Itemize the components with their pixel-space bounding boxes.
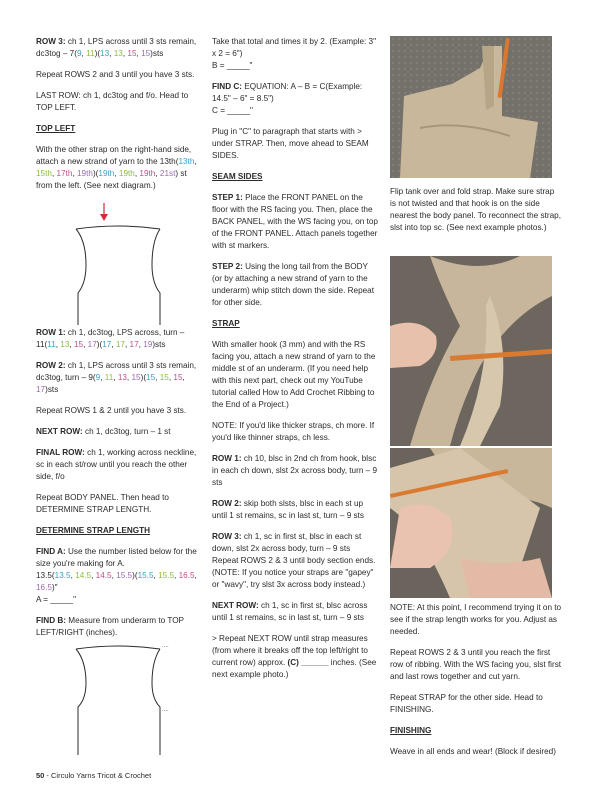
watermark: PassionForum.ru bbox=[500, 782, 592, 796]
repeat-rows-text: Repeat ROWS 2 and 3 until you have 3 sts. bbox=[36, 70, 195, 79]
diagram-dots-top: .... bbox=[162, 643, 169, 649]
note-thick-text: NOTE: If you'd like thicker straps, ch more. If you'd like thinner straps, ch less. bbox=[212, 421, 375, 442]
strap-heading: STRAP bbox=[212, 319, 240, 328]
take-total-text: Take that total and times it by 2. (Example: 3" x 2 = 6") bbox=[212, 37, 377, 58]
diagram-outline bbox=[76, 226, 160, 325]
step1-paragraph: STEP 1: Place the FRONT PANEL on the floor with the RS facing you. Then, place the BACK PANEL, with the WS facing you, on top of the FRONT PANEL. Attach panels together with st markers. bbox=[212, 193, 378, 250]
next-row-paragraph: NEXT ROW: ch 1, dc3tog, turn – 1 st bbox=[36, 427, 171, 436]
strap-intro-text: With smaller hook (3 mm) and with the RS facing you, attach a new strand of yarn to the middle st of an underarm. (If you need help with this next part, check out my YouTube tutorial called How to Add Crochet Ribbing to the End of a Project.) bbox=[212, 340, 376, 409]
strap-length-diagram bbox=[36, 641, 200, 757]
strap-length-heading: DETERMINE STRAP LENGTH bbox=[36, 526, 151, 535]
find-b-paragraph: FIND B: Measure from underarm to TOP LEFT/RIGHT (inches). bbox=[36, 616, 184, 637]
photo-hand-hook-strap bbox=[390, 256, 552, 446]
photo-tank-top-on-carpet bbox=[390, 36, 552, 178]
row1-paragraph: ROW 1: ch 1, dc3tog, LPS across, turn – 11(11, 13, 15, 17)(17, 17, 17, 19)sts bbox=[36, 328, 185, 349]
plug-c-text: Plug in "C" to paragraph that starts with > under STRAP. Then, move ahead to SEAM SIDES. bbox=[212, 127, 369, 160]
top-left-paragraph: With the other strap on the right-hand side, attach a new strand of yarn to the 13th(13th, 15th, 17th, 19th)(19th, 19th, 19th, 21st) st from the left. (See next diagram.) bbox=[36, 145, 197, 190]
step2-paragraph: STEP 2: Using the long tail from the BODY (or by attaching a new strand of yarn to the underarm) whip stitch down the side. Repeat for other side. bbox=[212, 262, 375, 307]
strap-row1-paragraph: ROW 1: ch 10, blsc in 2nd ch from hook, blsc in each ch down, slst 2x across body, turn – 9 sts bbox=[212, 454, 378, 487]
b-blank: B = _____" bbox=[212, 61, 253, 70]
finishing-heading: FINISHING bbox=[390, 726, 432, 735]
top-left-heading: TOP LEFT bbox=[36, 124, 76, 133]
column-left bbox=[36, 36, 200, 757]
find-a-paragraph: FIND A: Use the number listed below for the size you're making for A. 13.5(13.5, 14.5, 14.5, 15.5)(15.5, 15.5, 16.5, 16.5)" bbox=[36, 547, 197, 592]
weave-text: Weave in all ends and wear! (Block if desired) bbox=[390, 747, 556, 756]
arrow-head bbox=[100, 214, 108, 221]
repeat-next-row-paragraph: > Repeat NEXT ROW until strap measures (from where it breaks off the top left/right to current row) approx. (C) ______ inches. (See next example photo.) bbox=[212, 634, 377, 679]
seam-sides-heading: SEAM SIDES bbox=[212, 172, 263, 181]
tank-top-diagram-2 bbox=[36, 641, 200, 757]
strap-row2-paragraph: ROW 2: skip both slsts, blsc in each st up until 1 st remains, sc in last st, turn – 9 sts bbox=[212, 499, 364, 520]
find-a-blank: A = _____" bbox=[36, 595, 77, 604]
flip-text: Flip tank over and fold strap. Make sure strap is not twisted and that hook is on the side nearest the body panel. To reconnect the strap, slst into top sc. (See next example photos.) bbox=[390, 187, 561, 232]
column-right-bottom-text bbox=[390, 602, 562, 767]
column-right-top-text bbox=[390, 186, 562, 243]
photo-3-illustration bbox=[390, 448, 552, 598]
repeat-body-text: Repeat BODY PANEL. Then head to DETERMINE STRAP LENGTH. bbox=[36, 493, 169, 514]
final-row-paragraph: FINAL ROW: ch 1, working across neckline, sc in each st/row until you reach the other side, f/o bbox=[36, 448, 197, 481]
diagram-dots-bottom: .... bbox=[162, 707, 169, 713]
last-row-text: LAST ROW: ch 1, dc3tog and f/o. Head to TOP LEFT. bbox=[36, 91, 189, 112]
repeat-12-text: Repeat ROWS 1 & 2 until you have 3 sts. bbox=[36, 406, 187, 415]
note-try-text: NOTE: At this point, I recommend trying it on to see if the strap length works for you. Adjust as needed. bbox=[390, 603, 562, 636]
strap-row3-paragraph: ROW 3: ch 1, sc in first st, blsc in each st down, slst 2x across body, turn – 9 sts Repeat ROWS 2 & 3 until body section ends. (NOTE: If you notice your straps are "gapey" or "wavy", try slst 3x across body instead.) bbox=[212, 532, 376, 589]
c-blank: C = _____" bbox=[212, 106, 253, 115]
row3-paragraph: ROW 3: ch 1, LPS across until 3 sts remain, dc3tog – 7(9, 11)(13, 13, 15, 15)sts bbox=[36, 37, 197, 58]
diagram-outline-2 bbox=[76, 646, 160, 755]
repeat-strap-text: Repeat STRAP for the other side. Head to FINISHING. bbox=[390, 693, 543, 714]
repeat-ribbing-text: Repeat ROWS 2 & 3 until you reach the first row of ribbing. With the WS facing you, slst first and last rows together and cut yarn. bbox=[390, 648, 562, 681]
page-footer: 50 - Circulo Yarns Tricot & Crochet bbox=[36, 771, 152, 780]
magazine-name: Circulo Yarns Tricot & Crochet bbox=[51, 771, 152, 780]
column-middle bbox=[212, 36, 378, 690]
photo-2-illustration bbox=[390, 256, 552, 446]
photo-hand-ribbing bbox=[390, 448, 552, 598]
page-number: 50 bbox=[36, 771, 45, 780]
tank-top-diagram-1 bbox=[36, 201, 200, 327]
photo-1-illustration bbox=[390, 36, 552, 178]
row2-paragraph: ROW 2: ch 1, LPS across until 3 sts remain, dc3tog, turn – 9(9, 11, 13, 15)(15, 15, 15, 17)sts bbox=[36, 361, 197, 394]
top-left-diagram bbox=[36, 201, 200, 327]
strap-next-row-paragraph: NEXT ROW: ch 1, sc in first st, blsc across until 1 st remains, sc in last st, turn – 9 sts bbox=[212, 601, 368, 622]
find-c-paragraph: FIND C: EQUATION: A – B = C(Example: 14.5" – 6" = 8.5") bbox=[212, 82, 363, 103]
